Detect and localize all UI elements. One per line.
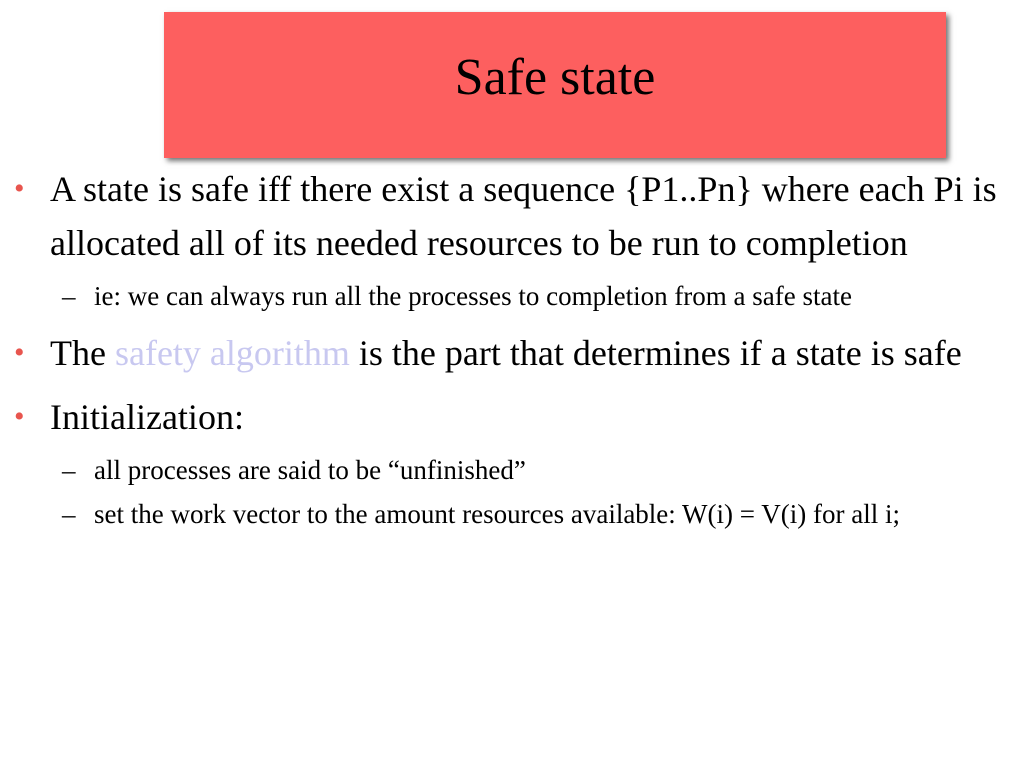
bullet-dot-icon: •: [14, 336, 25, 369]
sub-bullet-unfinished: [14, 450, 1014, 490]
bullet-list: [14, 162, 1014, 534]
dash-icon: –: [62, 499, 76, 529]
bullet-text-pre: The: [50, 333, 115, 373]
slide-title: Safe state: [454, 49, 656, 106]
bullet-text-post: is the part that determines if a state is safe: [349, 333, 962, 373]
sub-bullet-text: ie: we can always run all the processes to completion from a safe state: [94, 281, 852, 311]
title-banner: [164, 12, 946, 158]
sub-bullet-run-to-completion: [14, 276, 1014, 316]
bullet-dot-icon: •: [14, 172, 25, 205]
dash-icon: –: [62, 455, 76, 485]
sub-bullet-work-vector: [14, 494, 1014, 534]
bullet-dot-icon: •: [14, 400, 25, 433]
bullet-initialization: [14, 390, 1014, 444]
bullet-text: A state is safe iff there exist a sequence {P1..Pn} where each Pi is allocated all of its needed resources to be run to completion: [50, 169, 997, 263]
sub-bullet-text: all processes are said to be “unfinished”: [94, 455, 526, 485]
safety-algorithm-link[interactable]: safety algorithm: [114, 333, 350, 373]
dash-icon: –: [62, 281, 76, 311]
bullet-text: Initialization:: [50, 397, 244, 437]
bullet-safety-algorithm: [14, 326, 1014, 380]
bullet-safe-state-definition: [14, 162, 1014, 270]
sub-bullet-text: set the work vector to the amount resources available: W(i) = V(i) for all i;: [94, 499, 900, 529]
